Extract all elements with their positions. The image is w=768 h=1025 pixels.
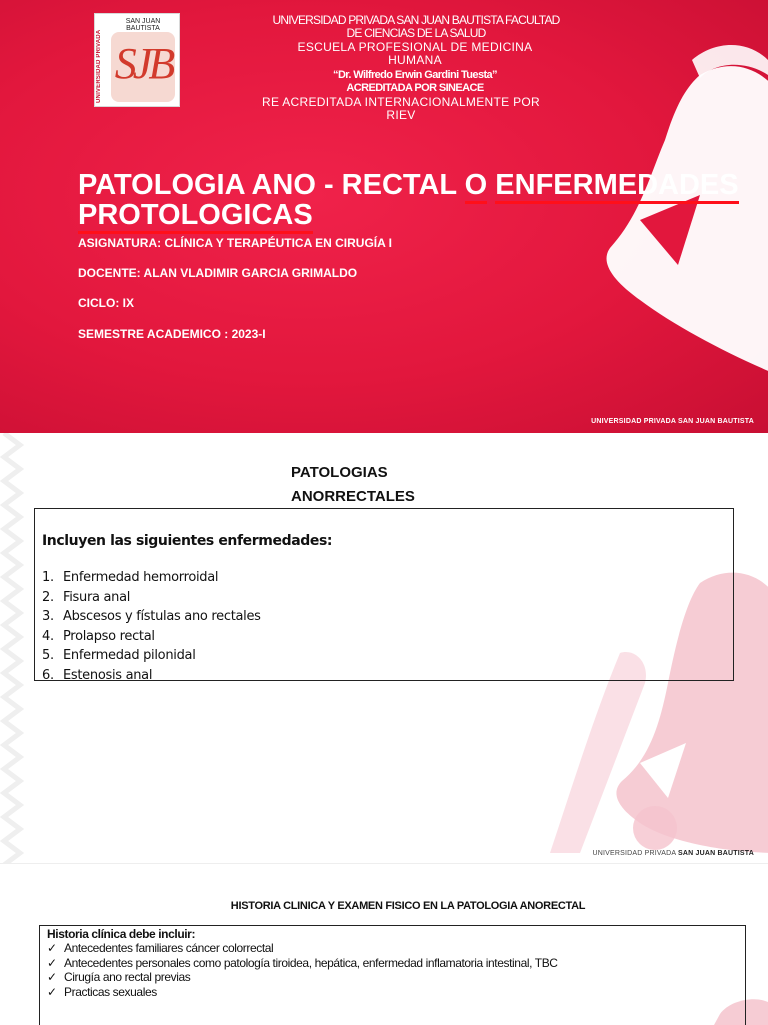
check-icon: ✓ xyxy=(47,941,57,955)
footer-brand: UNIVERSIDAD PRIVADA SAN JUAN BAUTISTA xyxy=(591,418,754,425)
list-item: ✓ Antecedentes familiares cáncer colorrectal xyxy=(47,941,274,955)
list-item: 1. Enfermedad hemorroidal xyxy=(42,570,219,585)
history-list xyxy=(47,941,558,999)
header-line5b: RIEV xyxy=(386,108,416,122)
list-item: ✓ Antecedentes personales como patología tiroidea, hepática, enfermedad inflamatoria intestinal, TBC xyxy=(47,955,558,970)
university-logo xyxy=(94,13,180,107)
logo-emblem xyxy=(111,32,175,102)
list-item: 4. Prolapso rectal xyxy=(42,628,155,644)
header-university xyxy=(258,14,574,40)
content-slide-pathologies xyxy=(0,433,768,863)
header-line1: UNIVERSIDAD PRIVADA SAN JUAN BAUTISTA FACULTAD xyxy=(272,13,560,27)
diseases-list xyxy=(42,568,261,685)
header-line2b: HUMANA xyxy=(388,53,442,67)
list-item: 2. Fisura anal xyxy=(42,589,131,605)
slide-title xyxy=(78,170,739,230)
title-slide xyxy=(0,0,768,433)
history-heading: Historia clínica debe incluir: xyxy=(47,927,196,941)
list-item: ✓ Practicas sexuales xyxy=(47,984,157,999)
header-reaccreditation xyxy=(246,96,556,122)
list-item: 6. Estenosis anal xyxy=(42,667,153,683)
header-line1b: DE CIENCIAS DE LA SALUD xyxy=(346,26,486,40)
check-icon: ✓ xyxy=(47,970,57,985)
header-honoree: “Dr. Wilfredo Erwin Gardini Tuesta” xyxy=(333,69,497,81)
course-name: ASIGNATURA: CLÍNICA Y TERAPÉUTICA EN CIRUGÍA I xyxy=(78,236,393,250)
history-box xyxy=(39,925,746,1025)
title-line1-prefix: PATOLOGIA ANO - RECTAL O xyxy=(78,169,495,204)
header-line2: ESCUELA PROFESIONAL DE MEDICINA xyxy=(297,40,533,54)
logo-letters: SJB xyxy=(114,39,172,88)
logo-side-text: UNIVERSIDAD PRIVADA xyxy=(96,29,102,103)
lecturer-name: DOCENTE: ALAN VLADIMIR GARCIA GRIMALDO xyxy=(78,266,358,280)
slide-title: PATOLOGIAS ANORRECTALES xyxy=(291,464,415,505)
title-line2: PROTOLOGICAS xyxy=(78,200,739,230)
list-item: ✓ Cirugía ano rectal previas xyxy=(47,970,191,985)
logo-top-text: SAN JUAN BAUTISTA xyxy=(125,18,161,32)
list-item: 3. Abscesos y fístulas ano rectales xyxy=(42,609,261,624)
header-school xyxy=(270,41,560,67)
slide-title: HISTORIA CLINICA Y EXAMEN FISICO EN LA PATOLOGIA ANORECTAL xyxy=(230,900,586,912)
title-line1 xyxy=(78,170,739,200)
diseases-intro: Incluyen las siguientes enfermedades: xyxy=(42,533,333,549)
header-accreditation: ACREDITADA POR SINEACE xyxy=(346,82,484,94)
header-line5: RE ACREDITADA INTERNACIONALMENTE POR xyxy=(262,95,540,109)
diseases-box xyxy=(34,508,734,681)
list-item: 5. Enfermedad pilonidal xyxy=(42,648,196,663)
check-icon: ✓ xyxy=(47,984,57,999)
check-icon: ✓ xyxy=(47,955,57,970)
academic-semester: SEMESTRE ACADEMICO : 2023-I xyxy=(78,327,266,341)
content-slide-history xyxy=(0,863,768,1025)
footer-brand: UNIVERSIDAD PRIVADA SAN JUAN BAUTISTA xyxy=(592,850,754,857)
title-line1-underlined: ENFERMEDADES xyxy=(495,169,738,204)
cycle: CICLO: IX xyxy=(78,296,134,310)
zigzag-border-decoration xyxy=(0,433,26,863)
